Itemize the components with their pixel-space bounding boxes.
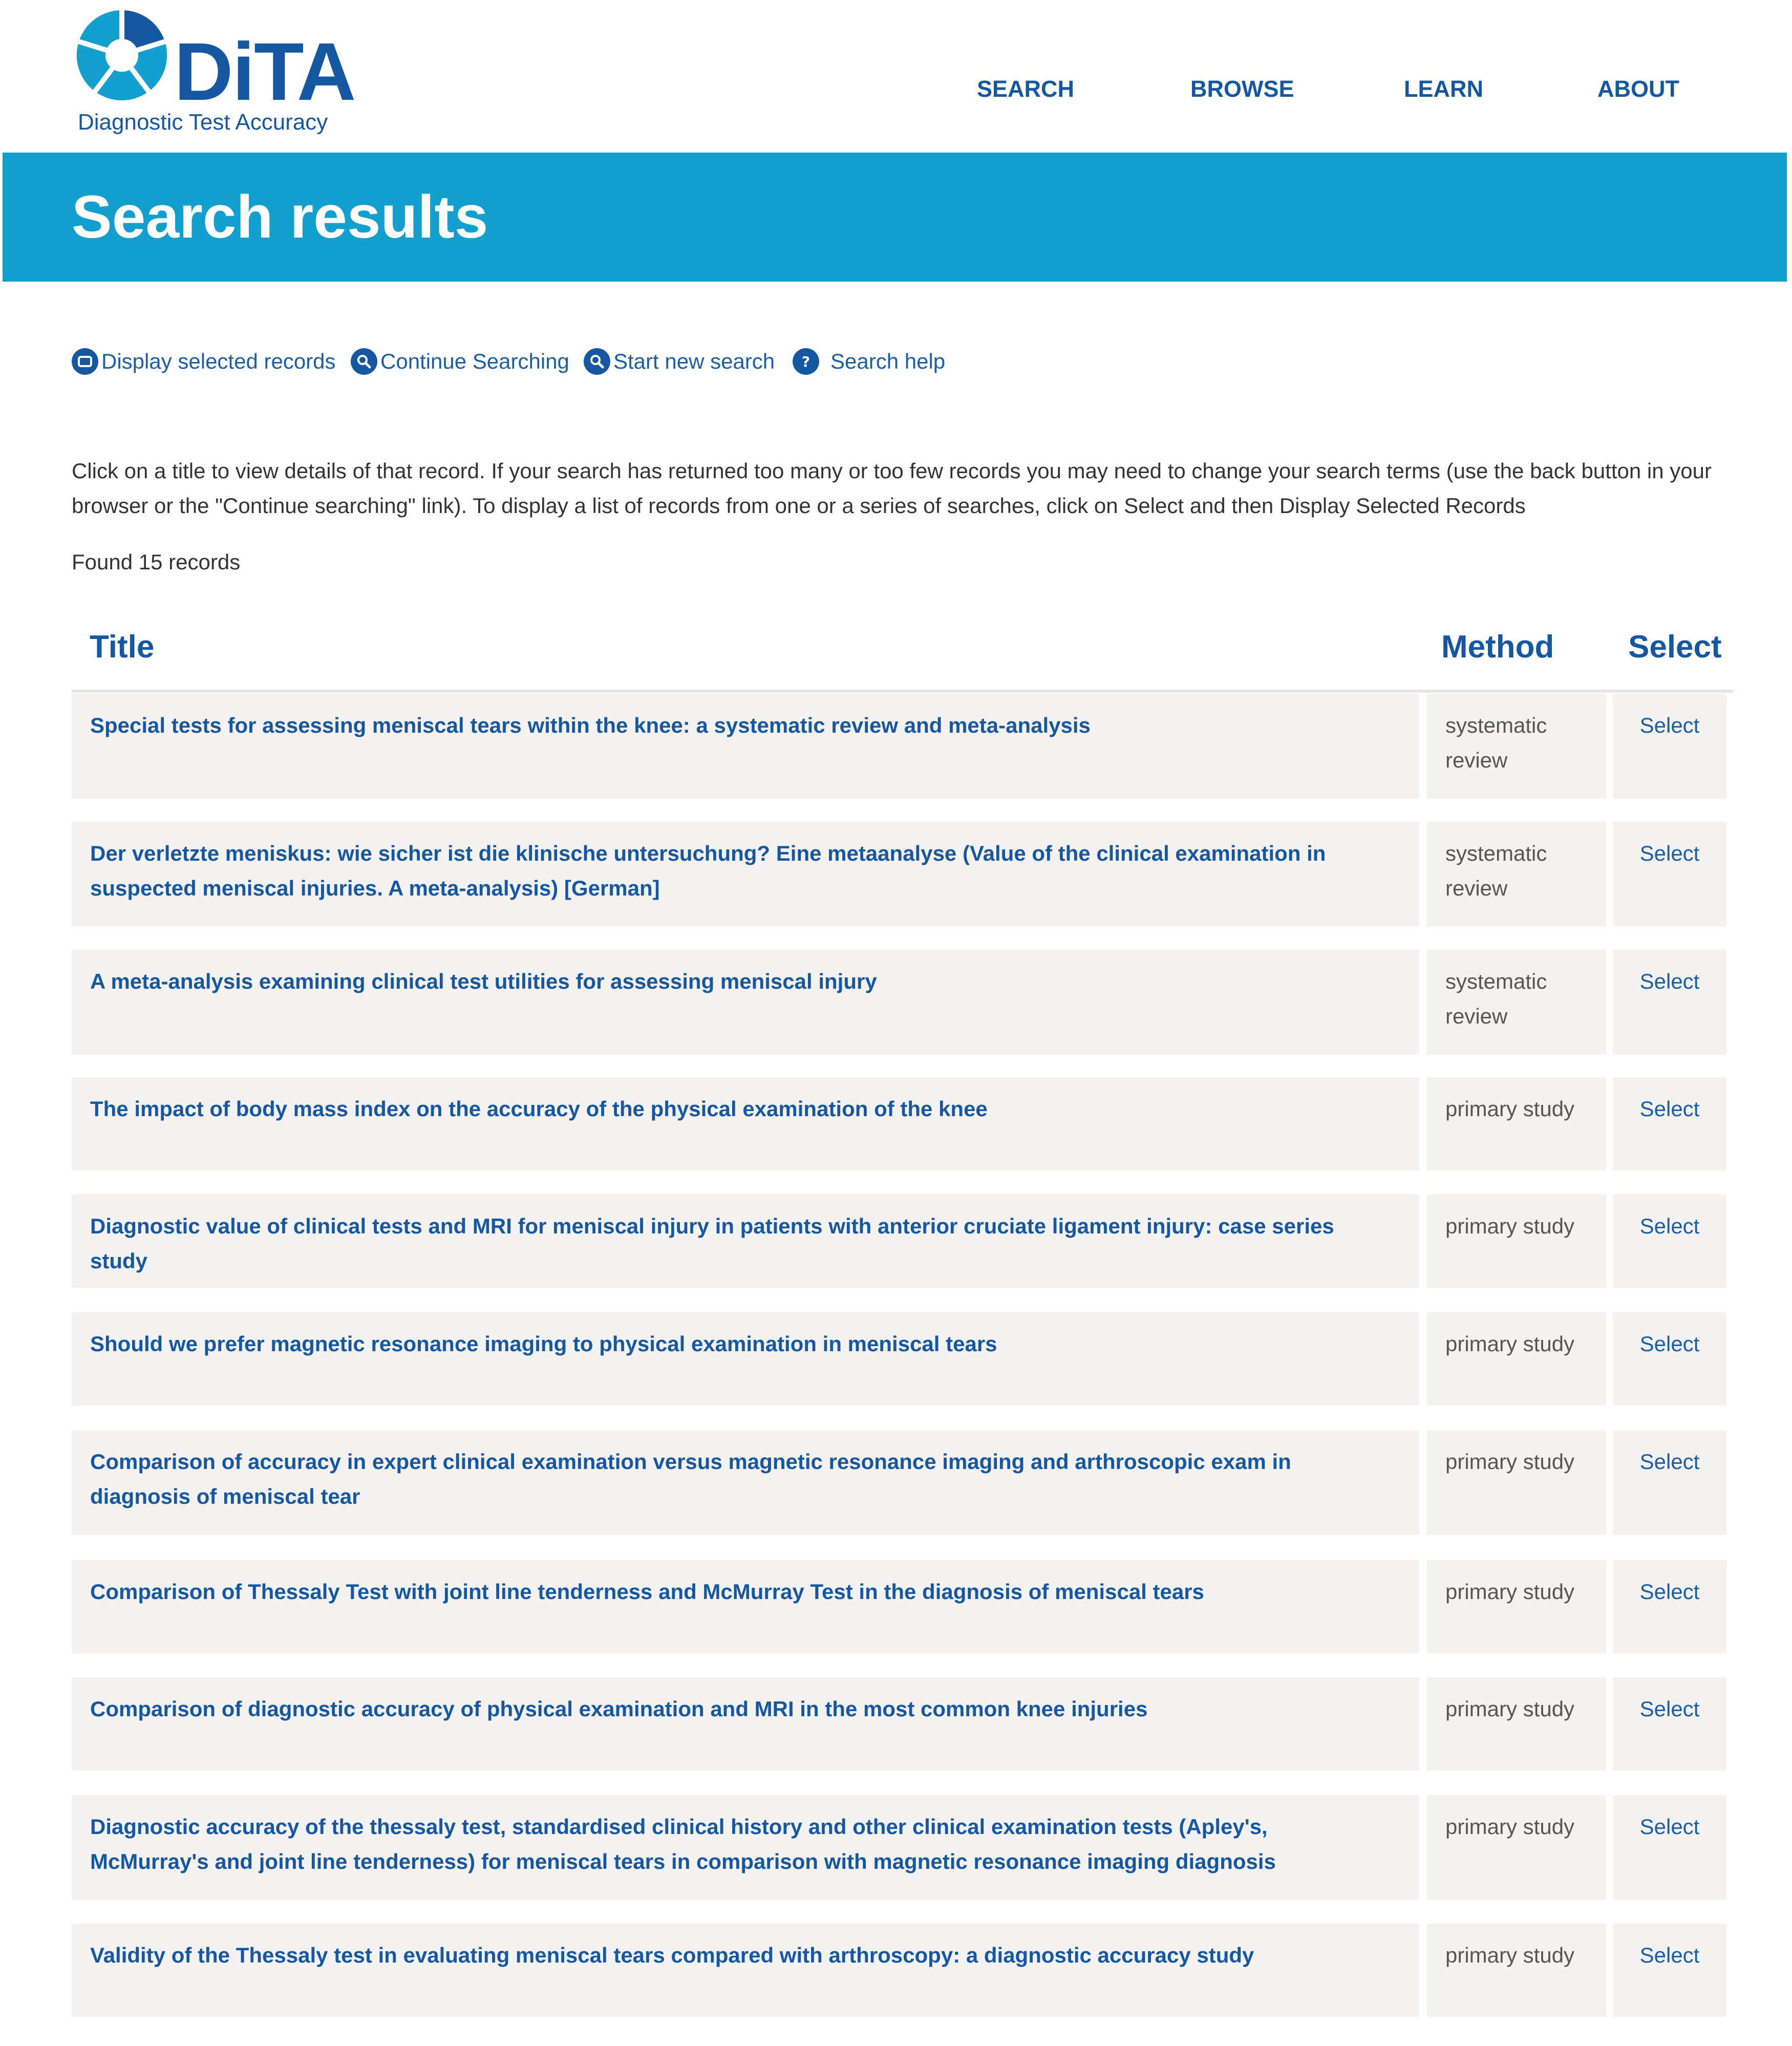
record-method: primary study (1445, 1450, 1575, 1474)
column-header-title: Title (90, 629, 155, 665)
select-record-link[interactable]: Select (1639, 1943, 1700, 1967)
record-method: primary study (1445, 1580, 1575, 1604)
select-record-link[interactable]: Select (1639, 1097, 1700, 1121)
table-row-title-cell (72, 1430, 1419, 1535)
table-row-title-cell (72, 694, 1419, 799)
table-row-select-cell (1613, 822, 1726, 927)
select-record-link[interactable]: Select (1639, 1214, 1700, 1238)
table-row-title-cell (72, 1560, 1419, 1653)
record-method: primary study (1445, 1332, 1575, 1356)
nav-learn[interactable]: LEARN (1404, 76, 1483, 102)
table-row-select-cell (1613, 1795, 1726, 1900)
search-actions (72, 346, 1096, 377)
search-icon (584, 348, 610, 375)
record-title-link[interactable]: Should we prefer magnetic resonance imaging to physical examination in meniscal tears (90, 1332, 997, 1356)
table-row-select-cell (1613, 694, 1726, 799)
select-record-link[interactable]: Select (1639, 1697, 1700, 1721)
display-selected-records-link[interactable] (72, 346, 336, 377)
record-method: primary study (1445, 1815, 1575, 1839)
select-record-link[interactable]: Select (1639, 1580, 1700, 1604)
help-icon (793, 348, 819, 375)
display-icon (72, 348, 98, 375)
record-method: systematic review (1445, 841, 1547, 900)
table-row-method-cell (1427, 822, 1606, 927)
search-instructions: Click on a title to view details of that record. If your search has returned too many or too few records you may need to change your search terms (use the back button in your browser or the "Continue searching" link). To display a list of records from one or a series of searches, click on Select and then Display Selected Records (72, 459, 1712, 518)
select-record-link[interactable]: Select (1639, 1450, 1700, 1474)
table-row-method-cell (1427, 1077, 1606, 1170)
record-title-link[interactable]: A meta-analysis examining clinical test utilities for assessing meniscal injury (90, 969, 877, 993)
header-divider (72, 690, 1733, 693)
nav-search[interactable]: SEARCH (977, 76, 1075, 102)
start-new-search-link[interactable] (584, 346, 775, 377)
table-row-select-cell (1613, 1677, 1726, 1771)
table-row-title-cell (72, 1924, 1419, 2017)
nav-browse[interactable]: BROWSE (1190, 76, 1294, 102)
table-row-method-cell (1427, 1430, 1606, 1535)
table-row-title-cell (72, 1795, 1419, 1900)
select-record-link[interactable]: Select (1639, 713, 1700, 737)
search-help-label: Search help (830, 349, 946, 373)
record-method: primary study (1445, 1097, 1575, 1121)
table-row-method-cell (1427, 694, 1606, 799)
search-icon (351, 348, 377, 375)
record-title-link[interactable]: Validity of the Thessaly test in evaluating meniscal tears compared with arthroscopy: a diagnostic accuracy study (90, 1943, 1254, 1967)
svg-text:?: ? (801, 354, 810, 369)
record-title-link[interactable]: Diagnostic value of clinical tests and MRI for meniscal injury in patients with anterior cruciate ligament injury: case series study (90, 1214, 1334, 1273)
table-row-title-cell (72, 1195, 1419, 1288)
display-selected-records-label: Display selected records (101, 349, 336, 373)
table-row-method-cell (1427, 1195, 1606, 1288)
table-row-method-cell (1427, 1312, 1606, 1405)
site-header (0, 0, 1792, 153)
record-method: primary study (1445, 1697, 1575, 1721)
table-row-title-cell (72, 1077, 1419, 1170)
select-record-link[interactable]: Select (1639, 1332, 1700, 1356)
table-row-select-cell (1613, 1077, 1726, 1170)
table-row-method-cell (1427, 1560, 1606, 1653)
logo-tagline: Diagnostic Test Accuracy (78, 110, 328, 135)
record-title-link[interactable]: Diagnostic accuracy of the thessaly test, standardised clinical history and other clinical examination tests (Apley's, McMurray's and joint line tenderness) for meniscal tears in comparison with magnetic resonance imaging diagnosis (90, 1815, 1276, 1873)
table-row-select-cell (1613, 1560, 1726, 1653)
logo-wordmark: DiTA (174, 26, 355, 117)
table-row-method-cell (1427, 1677, 1606, 1771)
record-title-link[interactable]: Comparison of accuracy in expert clinical examination versus magnetic resonance imaging and arthroscopic exam in diagnosis of meniscal tear (90, 1450, 1291, 1508)
table-row-title-cell (72, 1677, 1419, 1771)
table-row-select-cell (1613, 950, 1726, 1055)
start-new-search-label: Start new search (613, 349, 775, 373)
page-banner (3, 153, 1787, 282)
continue-searching-label: Continue Searching (380, 349, 569, 373)
results-count: Found 15 records (72, 550, 241, 574)
nav-about[interactable]: ABOUT (1597, 76, 1679, 102)
main-nav (0, 76, 1792, 106)
table-row-select-cell (1613, 1312, 1726, 1405)
record-title-link[interactable]: Der verletzte meniskus: wie sicher ist die klinische untersuchung? Eine metaanalyse (Value of the clinical examination in suspected meniscal injuries. A meta-analysis) [German] (90, 841, 1326, 900)
select-record-link[interactable]: Select (1639, 841, 1700, 865)
dita-logo[interactable] (72, 4, 358, 142)
table-row-method-cell (1427, 1795, 1606, 1900)
page-title: Search results (72, 183, 488, 251)
record-title-link[interactable]: Comparison of Thessaly Test with joint line tenderness and McMurray Test in the diagnosis of meniscal tears (90, 1580, 1204, 1604)
record-method: primary study (1445, 1214, 1575, 1238)
search-help-link[interactable] (793, 346, 945, 377)
table-row-title-cell (72, 950, 1419, 1055)
record-method: systematic review (1445, 969, 1547, 1028)
table-row-title-cell (72, 1312, 1419, 1405)
table-row-select-cell (1613, 1430, 1726, 1535)
table-row-select-cell (1613, 1195, 1726, 1288)
table-row-method-cell (1427, 1924, 1606, 2017)
select-record-link[interactable]: Select (1639, 1815, 1700, 1839)
table-row-title-cell (72, 822, 1419, 927)
table-row-select-cell (1613, 1924, 1726, 2017)
record-method: systematic review (1445, 713, 1547, 772)
select-record-link[interactable]: Select (1639, 969, 1700, 993)
record-title-link[interactable]: The impact of body mass index on the accuracy of the physical examination of the knee (90, 1097, 988, 1121)
record-title-link[interactable]: Special tests for assessing meniscal tears within the knee: a systematic review and meta-analysis (90, 713, 1091, 737)
column-header-select: Select (1628, 629, 1722, 665)
continue-searching-link[interactable] (351, 346, 569, 377)
record-method: primary study (1445, 1943, 1575, 1967)
column-header-method: Method (1441, 629, 1554, 665)
record-title-link[interactable]: Comparison of diagnostic accuracy of physical examination and MRI in the most common knee injuries (90, 1697, 1148, 1721)
table-row-method-cell (1427, 950, 1606, 1055)
